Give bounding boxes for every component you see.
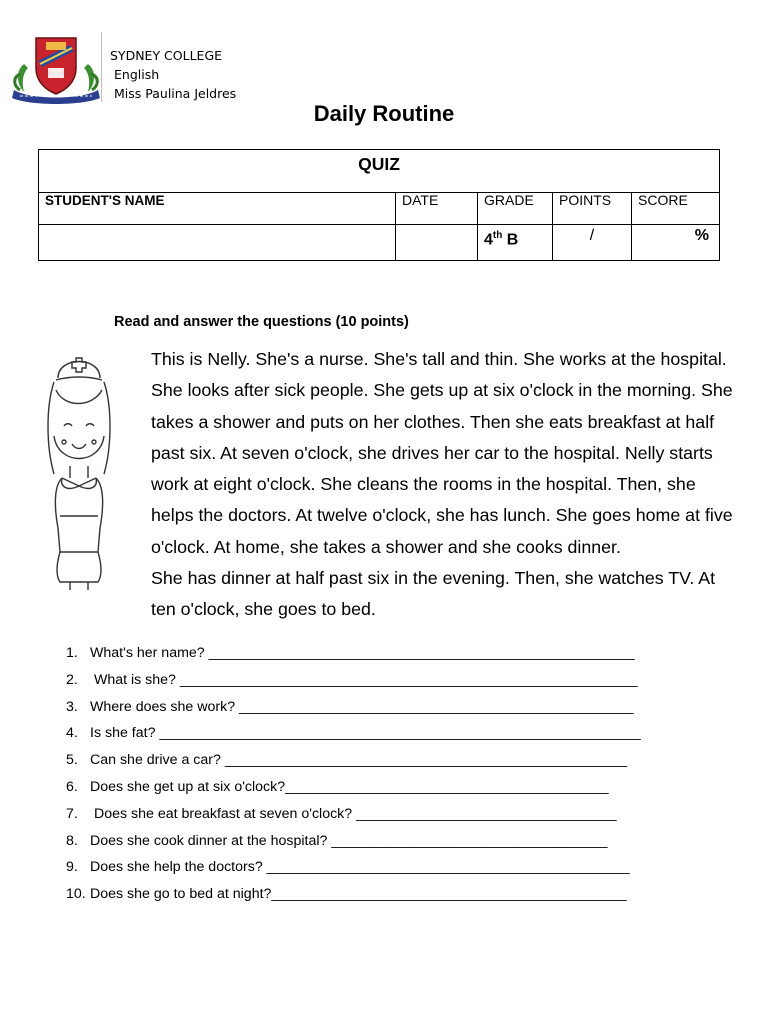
question-item[interactable] <box>66 777 706 804</box>
header-student-name: STUDENT'S NAME <box>39 193 396 225</box>
question-item[interactable] <box>66 697 706 724</box>
question-number: 8. <box>66 832 78 849</box>
points-value: / <box>553 225 632 261</box>
score-value: % <box>632 225 720 261</box>
question-text: Does she go to bed at night?_____________________________________________ <box>90 886 627 903</box>
question-number: 3. <box>66 698 78 715</box>
date-field[interactable] <box>396 225 478 261</box>
reading-line: This is Nelly. She's a nurse. She's tall and thin. She works at the hospital. <box>151 349 727 369</box>
question-item[interactable] <box>66 670 706 697</box>
reading-line: helps the doctors. At twelve o'clock, she has lunch. She goes home at five <box>151 505 733 526</box>
question-number: 10. <box>66 886 86 903</box>
school-crest-logo <box>10 34 102 104</box>
question-number: 4. <box>66 725 78 742</box>
question-text: What's her name? ______________________________________________________ <box>90 645 635 661</box>
grade-value <box>478 225 553 261</box>
question-text: Does she eat breakfast at seven o'clock? _________________________________ <box>90 805 617 822</box>
student-name-field[interactable] <box>39 225 396 261</box>
header-date: DATE <box>396 193 478 225</box>
question-text: Does she help the doctors? ______________________________________________ <box>90 859 630 876</box>
reading-line: o'clock. At home, she takes a shower and she cooks dinner. <box>151 536 621 557</box>
grade-letter: B <box>502 231 519 249</box>
header-points: POINTS <box>553 193 632 225</box>
subject-name: English <box>114 67 160 82</box>
question-item[interactable] <box>66 750 706 777</box>
question-list <box>66 643 706 911</box>
question-item[interactable] <box>66 723 706 750</box>
question-item[interactable] <box>66 884 706 911</box>
school-name: SYDNEY COLLEGE <box>110 48 223 63</box>
reading-line: She looks after sick people. She gets up at six o'clock in the morning. She <box>151 380 733 401</box>
question-text: Does she cook dinner at the hospital? ___________________________________ <box>90 832 608 849</box>
header-score: SCORE <box>632 193 720 225</box>
question-number: 6. <box>66 778 78 795</box>
instructions: Read and answer the questions (10 points) <box>114 314 409 330</box>
question-text: Where does she work? __________________________________________________ <box>90 698 634 715</box>
question-item[interactable] <box>66 857 706 884</box>
quiz-title: QUIZ <box>39 150 720 193</box>
question-item[interactable] <box>66 643 706 670</box>
quiz-info-table <box>38 149 720 261</box>
question-number: 2. <box>66 671 78 688</box>
question-text: Is she fat? _____________________________________________________________ <box>90 725 641 742</box>
reading-line: ten o'clock, she goes to bed. <box>151 599 376 620</box>
question-item[interactable] <box>66 804 706 831</box>
reading-line: She has dinner at half past six in the evening. Then, she watches TV. At <box>151 568 716 589</box>
question-number: 5. <box>66 752 78 769</box>
nurse-illustration <box>40 346 120 592</box>
teacher-name: Miss Paulina Jeldres <box>114 86 237 101</box>
question-number: 1. <box>66 645 78 661</box>
reading-line: takes a shower and puts on her clothes. Then she eats breakfast at half <box>151 411 715 432</box>
grade-suffix: th <box>492 230 503 241</box>
question-number: 7. <box>66 805 78 822</box>
question-text: Does she get up at six o'clock?_________________________________________ <box>90 778 609 795</box>
question-text: What is she? __________________________________________________________ <box>90 671 638 688</box>
question-item[interactable] <box>66 831 706 858</box>
header-divider <box>101 32 102 102</box>
header-grade: GRADE <box>478 193 553 225</box>
reading-passage <box>151 344 736 626</box>
grade-number: 4 <box>484 231 493 249</box>
reading-line: past six. At seven o'clock, she drives her car to the hospital. Nelly starts <box>151 442 713 463</box>
reading-line: work at eight o'clock. She cleans the rooms in the hospital. Then, she <box>151 474 696 495</box>
question-text: Can she drive a car? ___________________________________________________ <box>90 752 628 769</box>
page-title: Daily Routine <box>313 101 455 126</box>
question-number: 9. <box>66 859 78 876</box>
